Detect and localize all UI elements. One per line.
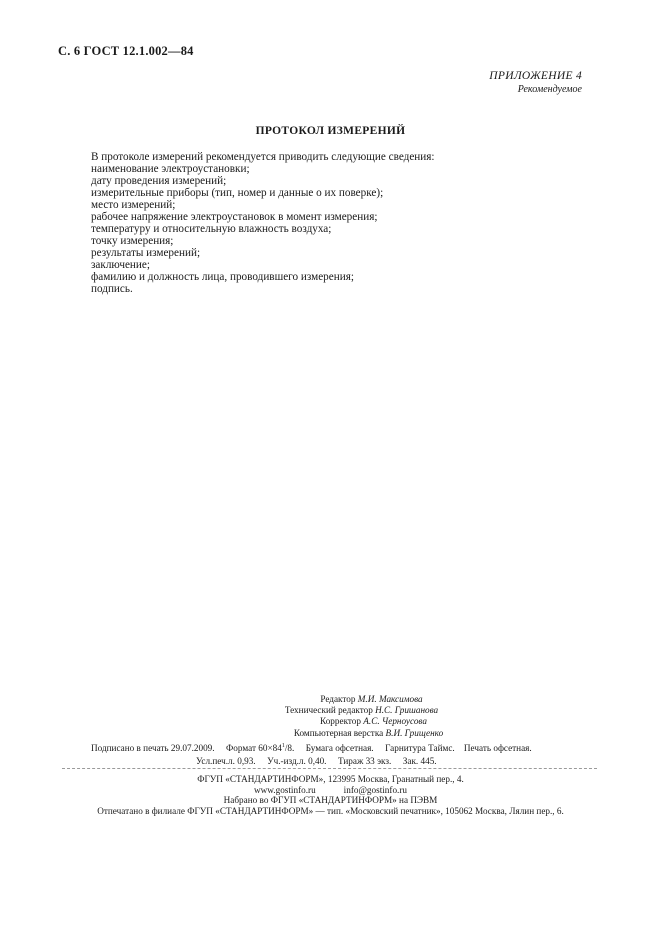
list-item: дату проведения измерений;	[91, 175, 227, 187]
credit-corrector	[0, 716, 661, 727]
page-header: С. 6 ГОСТ 12.1.002—84	[58, 44, 194, 58]
divider	[62, 768, 597, 769]
credit-name: А.С. Черноусова	[363, 716, 427, 727]
list-item: измерительные приборы (тип, номер и данные о их поверке);	[91, 187, 384, 199]
list-item: результаты измерений;	[91, 247, 201, 259]
print-sheets: Усл.печ.л. 0,93.	[196, 756, 256, 766]
publisher-address: ФГУП «СТАНДАРТИНФОРМ», 123995 Москва, Гранатный пер., 4.	[197, 774, 464, 784]
list-item: температуру и относительную влажность воздуха;	[91, 223, 332, 235]
print-type: Печать офсетная.	[463, 743, 532, 753]
appendix-status: Рекомендуемое	[517, 84, 582, 95]
credit-name: В.И. Грищенко	[385, 727, 444, 738]
credits-block	[0, 694, 661, 739]
publisher-sheets: Уч.-изд.л. 0,40.	[267, 756, 327, 766]
typeface: Гарнитура Таймс.	[385, 743, 455, 753]
list-item: точку измерения;	[91, 235, 174, 247]
print-info	[0, 742, 661, 768]
body-intro: В протоколе измерений рекомендуется приводить следующие сведения:	[91, 151, 435, 163]
format: Формат $60\times 84^1/8$.	[226, 743, 295, 753]
credit-name: М.И. Максимова	[357, 694, 423, 704]
credit-role: Компьютерная верстка	[293, 727, 384, 738]
list-item: фамилию и должность лица, проводившего измерения;	[91, 271, 354, 283]
credit-role: Корректор	[320, 716, 361, 727]
print-run: Тираж 33 экз.	[337, 756, 392, 766]
credit-role: Редактор	[320, 694, 356, 704]
publisher-email: info@gostinfo.ru	[343, 784, 407, 795]
print-info-line-1	[0, 742, 661, 755]
typeset-info: Набрано во ФГУП «СТАНДАРТИНФОРМ» на ПЭВМ	[223, 795, 438, 805]
signed-date: Подписано в печать 29.07.2009.	[91, 743, 215, 753]
printed-info: Отпечатано в филиале ФГУП «СТАНДАРТИНФОРМ» — тип. «Московский печатник», 105062 Москва, Лялин пер., 6.	[97, 805, 564, 816]
paper-type: Бумага офсетная.	[305, 743, 374, 753]
credit-role: Технический редактор	[284, 705, 373, 716]
section-title: ПРОТОКОЛ ИЗМЕРЕНИЙ	[255, 125, 406, 137]
print-info-line-2	[0, 755, 661, 768]
appendix-title: ПРИЛОЖЕНИЕ 4	[489, 70, 582, 82]
credit-layout	[0, 728, 661, 739]
body-list	[91, 151, 435, 295]
appendix-label	[489, 70, 582, 96]
list-item: наименование электроустановки;	[91, 163, 250, 175]
credit-tech-editor	[0, 705, 661, 716]
list-item: место измерений;	[91, 199, 176, 211]
credit-editor	[0, 694, 661, 705]
publisher-block	[0, 774, 661, 816]
credit-name: Н.С. Гришанова	[375, 705, 439, 716]
list-item: рабочее напряжение электроустановок в момент измерения;	[91, 211, 378, 223]
publisher-website: www.gostinfo.ru	[254, 784, 316, 795]
order-number: Зак. 445.	[402, 756, 437, 766]
list-item: заключение;	[91, 259, 150, 271]
publisher-contacts	[0, 785, 661, 796]
list-item: подпись.	[91, 283, 133, 295]
